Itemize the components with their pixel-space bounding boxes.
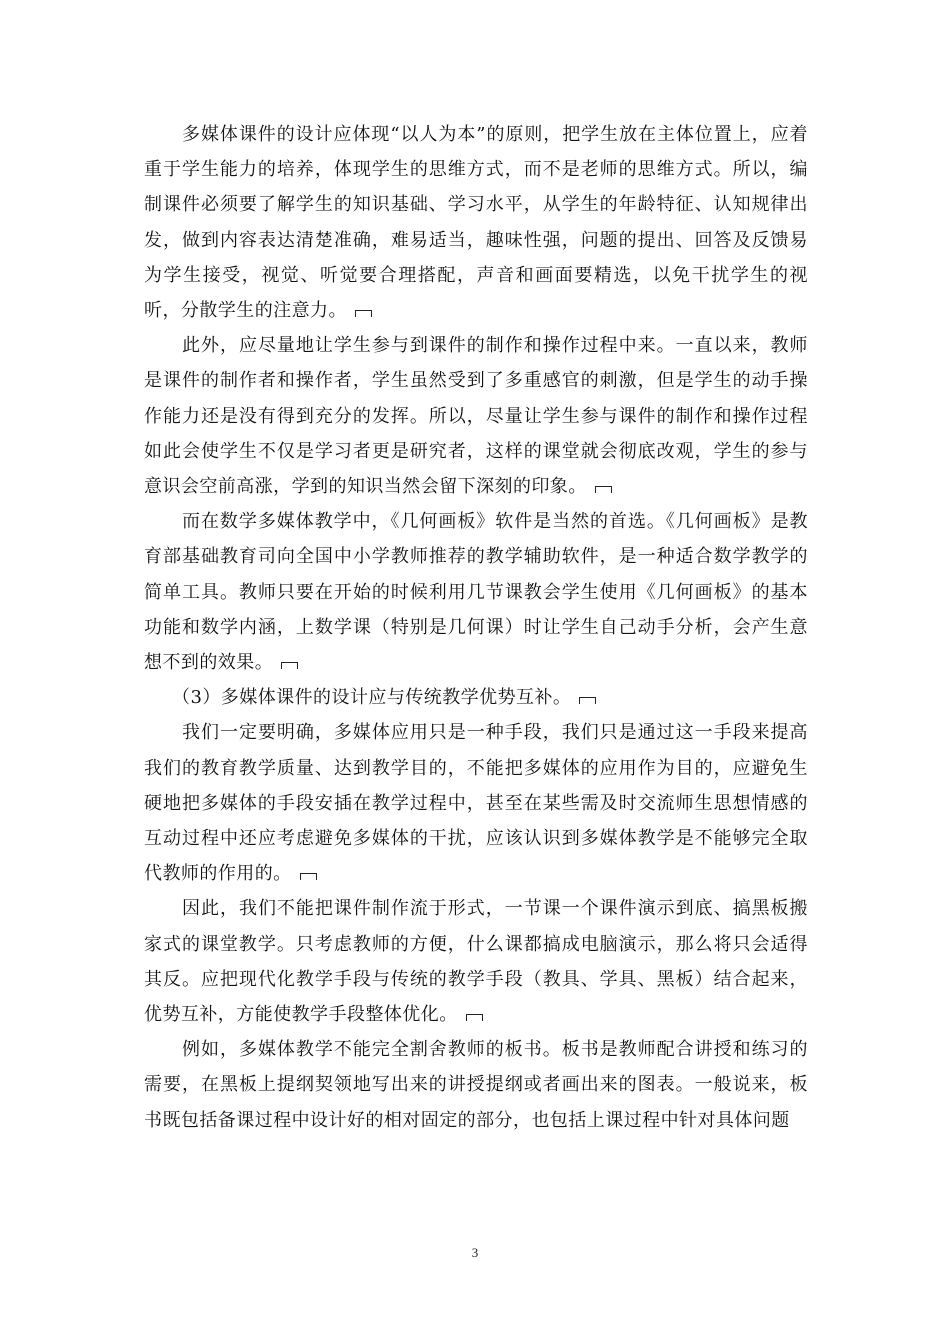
paragraph-mark-icon <box>466 1014 483 1021</box>
paragraph-text: 此外，应尽量地让学生参与到课件的制作和操作过程中来。一直以来，教师是课件的制作者和操作者，学生虽然受到了多重感官的刺激，但是学生的动手操作能力还是没有得到充分的发挥。所以，尽量让学生参与课件的制作和操作过程如此会使学生不仅是学习者更是研究者，这样的课堂就会彻底改观，学生的参与意识会空前高涨，学到的知识当然会留下深刻的印象。 <box>144 335 808 498</box>
document-body <box>144 117 808 1138</box>
paragraph <box>144 504 808 680</box>
paragraph-mark-icon <box>595 486 612 493</box>
page-number: 3 <box>471 1245 479 1260</box>
paragraph-mark-icon <box>355 310 372 317</box>
subheading-text: （3）多媒体课件的设计应与传统教学优势互补。 <box>172 687 572 709</box>
paragraph-text: 多媒体课件的设计应体现“以人为本”的原则，把学生放在主体位置上，应着重于学生能力的培养，体现学生的思维方式，而不是老师的思维方式。所以，编制课件必须要了解学生的知识基础、学习水平，从学生的年龄特征、认知规律出发，做到内容表达清楚准确，难易适当，趣味性强，问题的提出、回答及反馈易为学生接受，视觉、听觉要合理搭配，声音和画面要精选，以免干扰学生的视听，分散学生的注意力。 <box>144 124 808 322</box>
paragraph-text: 因此，我们不能把课件制作流于形式，一节课一个课件演示到底、搞黑板搬家式的课堂教学。只考虑教师的方便，什么课都搞成电脑演示，那么将只会适得其反。应把现代化教学手段与传统的教学手段（教具、学具、黑板）结合起来，优势互补，方能使教学手段整体优化。 <box>144 898 808 1026</box>
paragraph-mark-icon <box>300 873 317 880</box>
paragraph-text: 而在数学多媒体教学中，《几何画板》软件是当然的首选。《几何画板》是教育部基础教育司向全国中小学教师推荐的教学辅助软件，是一种适合数学教学的简单工具。教师只要在开始的时候利用几节课教会学生使用《几何画板》的基本功能和数学内涵，上数学课（特别是几何课）时让学生自己动手分析，会产生意想不到的效果。 <box>144 511 808 674</box>
paragraph <box>144 1032 808 1138</box>
paragraph-mark-icon <box>579 697 596 704</box>
paragraph-mark-icon <box>281 662 298 669</box>
paragraph-text: 例如，多媒体教学不能完全割舍教师的板书。板书是教师配合讲授和练习的需要，在黑板上提纲契领地写出来的讲授提纲或者画出来的图表。一般说来，板书既包括备课过程中设计好的相对固定的部分，也包括上课过程中针对具体问题 <box>144 1039 808 1131</box>
paragraph <box>144 117 808 328</box>
paragraph <box>144 891 808 1032</box>
paragraph-text: 我们一定要明确，多媒体应用只是一种手段，我们只是通过这一手段来提高我们的教育教学质量、达到教学目的，不能把多媒体的应用作为目的，应避免生硬地把多媒体的手段安插在教学过程中，甚至在某些需及时交流师生思想情感的互动过程中还应考虑避免多媒体的干扰，应该认识到多媒体教学是不能够完全取代教师的作用的。 <box>144 722 808 885</box>
section-subheading <box>144 680 808 715</box>
paragraph <box>144 715 808 891</box>
paragraph <box>144 328 808 504</box>
